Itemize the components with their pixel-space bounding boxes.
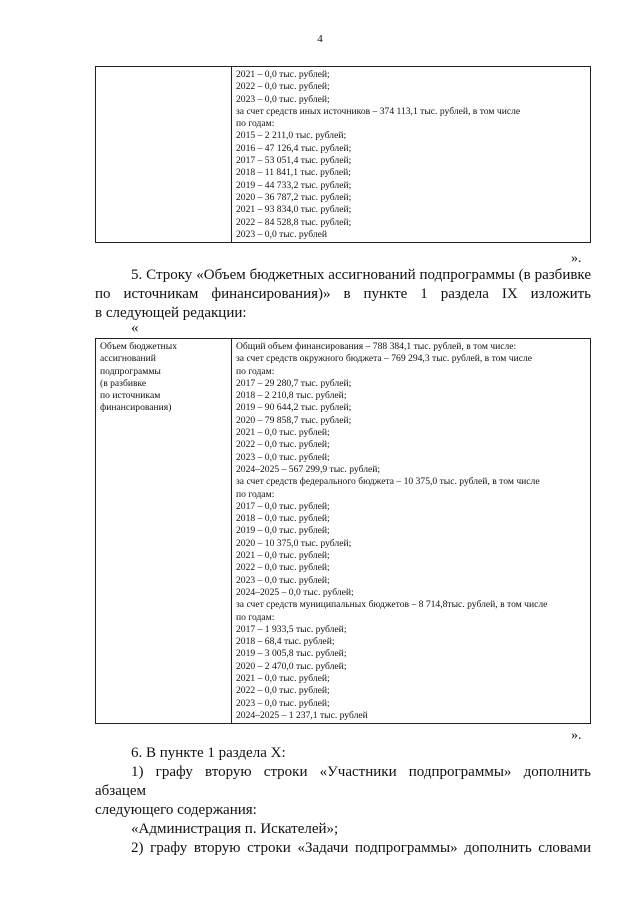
paragraph-6-line: 1) графу вторую строки «Участники подпрограммы» дополнить абзацем xyxy=(95,764,591,799)
table-line: Общий объем финансирования – 788 384,1 тыс. рублей, в том числе: xyxy=(236,341,517,352)
table-line: по годам: xyxy=(236,365,275,377)
table-line: 2022 – 84 528,8 тыс. рублей; xyxy=(236,216,352,228)
table-line: 2023 – 0,0 тыс. рублей; xyxy=(236,574,330,586)
paragraph-6 xyxy=(95,744,591,858)
table-row xyxy=(96,67,591,243)
table-line: за счет средств федерального бюджета – 10 375,0 тыс. рублей, в том числе xyxy=(236,476,540,488)
table-row xyxy=(96,339,591,724)
table-line: 2022 – 0,0 тыс. рублей; xyxy=(236,81,330,93)
table-line: 2017 – 29 280,7 тыс. рублей; xyxy=(236,377,352,389)
funding-table-continued xyxy=(95,66,591,243)
table-line: за счет средств окружного бюджета – 769 294,3 тыс. рублей, в том числе xyxy=(236,353,533,365)
paragraph-5 xyxy=(95,266,591,323)
table-line: 2024–2025 – 0,0 тыс. рублей; xyxy=(236,586,354,598)
table-line: 2016 – 47 126,4 тыс. рублей; xyxy=(236,142,352,154)
table-line: 2022 – 0,0 тыс. рублей; xyxy=(236,685,330,697)
page-number: 4 xyxy=(317,33,323,45)
table-line: (в разбивке xyxy=(100,377,147,389)
table-line: 2023 – 0,0 тыс. рублей xyxy=(236,228,328,240)
table-line: 2015 – 2 211,0 тыс. рублей; xyxy=(236,130,347,142)
table-line: 2024–2025 – 1 237,1 тыс. рублей xyxy=(236,709,368,721)
table-line: 2019 – 0,0 тыс. рублей; xyxy=(236,525,330,537)
table-line: за счет средств иных источников – 374 113,1 тыс. рублей, в том числе xyxy=(236,105,521,117)
paragraph-5-line: в следующей редакции: xyxy=(95,305,247,321)
closing-quote-mark: ». xyxy=(571,728,582,743)
table-line: 2023 – 0,0 тыс. рублей; xyxy=(236,697,330,709)
table-line: 2020 – 2 470,0 тыс. рублей; xyxy=(236,660,347,672)
table-line: подпрограммы xyxy=(100,365,161,377)
closing-quote-mark: ». xyxy=(571,251,582,266)
paragraph-6-heading: 6. В пункте 1 раздела X: xyxy=(131,745,286,761)
table-line: 2019 – 90 644,2 тыс. рублей; xyxy=(236,402,352,414)
table-line: 2022 – 0,0 тыс. рублей; xyxy=(236,562,330,574)
table-line: 2017 – 0,0 тыс. рублей; xyxy=(236,500,330,512)
table-line: ассигнований xyxy=(100,353,156,365)
table-line: 2017 – 53 051,4 тыс. рублей; xyxy=(236,155,352,167)
table-cell-values xyxy=(232,67,591,243)
paragraph-6-line: 2) графу вторую строки «Задачи подпрограммы» дополнить словами xyxy=(131,840,591,856)
paragraph-6-quote: «Администрация п. Искателей»; xyxy=(131,821,339,837)
table-line: 2020 – 10 375,0 тыс. рублей; xyxy=(236,537,352,549)
table-line: финансирования) xyxy=(100,402,172,414)
table-line: 2018 – 11 841,1 тыс. рублей; xyxy=(236,167,351,179)
table-line: 2020 – 36 787,2 тыс. рублей; xyxy=(236,191,352,203)
table-line: 2021 – 0,0 тыс. рублей; xyxy=(236,550,330,562)
table-line: 2021 – 93 834,0 тыс. рублей; xyxy=(236,204,352,216)
table-line: 2021 – 0,0 тыс. рублей; xyxy=(236,673,330,685)
table-line: по источникам xyxy=(100,390,161,402)
table-line: 2020 – 79 858,7 тыс. рублей; xyxy=(236,414,352,426)
funding-table xyxy=(95,338,591,724)
table-line: Объем бюджетных xyxy=(100,341,178,352)
opening-quote-mark: « xyxy=(131,320,139,336)
paragraph-5-line: по источникам финансирования)» в пункте 1 раздела IX изложить xyxy=(95,286,591,302)
table-line: 2017 – 1 933,5 тыс. рублей; xyxy=(236,623,347,635)
table-line: по годам: xyxy=(236,611,275,623)
table-line: 2022 – 0,0 тыс. рублей; xyxy=(236,439,330,451)
table-line: 2018 – 2 210,8 тыс. рублей; xyxy=(236,390,347,402)
table-line: 2023 – 0,0 тыс. рублей; xyxy=(236,93,330,105)
table-line: 2023 – 0,0 тыс. рублей; xyxy=(236,451,330,463)
table-cell-label xyxy=(96,67,232,243)
table-line: за счет средств муниципальных бюджетов – 8 714,8тыс. рублей, в том числе xyxy=(236,599,548,611)
table-line: 2019 – 44 733,2 тыс. рублей; xyxy=(236,179,352,191)
paragraph-6-line: следующего содержания: xyxy=(95,802,257,818)
table-cell-label xyxy=(96,339,232,724)
table-line: 2018 – 0,0 тыс. рублей; xyxy=(236,513,330,525)
table-line: 2019 – 3 005,8 тыс. рублей; xyxy=(236,648,347,660)
table-line: 2018 – 68,4 тыс. рублей; xyxy=(236,636,335,648)
table-line: по годам: xyxy=(236,488,275,500)
table-line: 2021 – 0,0 тыс. рублей; xyxy=(236,427,330,439)
table-line: 2021 – 0,0 тыс. рублей; xyxy=(236,69,330,80)
paragraph-5-line: 5. Строку «Объем бюджетных ассигнований подпрограммы (в разбивке xyxy=(131,267,591,283)
table-cell-values xyxy=(232,339,591,724)
table-line: 2024–2025 – 567 299,9 тыс. рублей; xyxy=(236,463,381,475)
table-line: по годам: xyxy=(236,118,275,130)
